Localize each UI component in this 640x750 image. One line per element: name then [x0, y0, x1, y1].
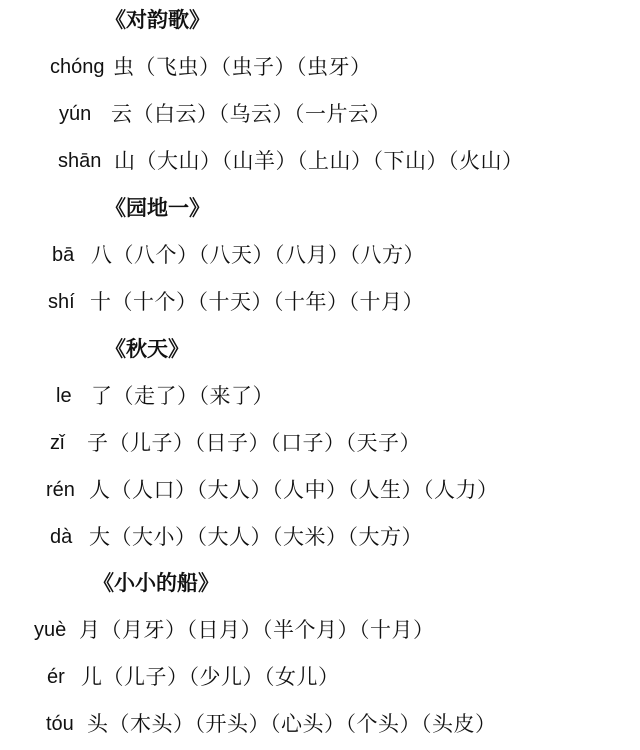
entry-row	[0, 282, 640, 322]
pinyin: ér	[47, 666, 65, 688]
entry-row	[0, 47, 640, 87]
pinyin: yún	[59, 103, 92, 125]
entry-row	[0, 235, 640, 275]
word-list: 虫（飞虫）（虫子）（虫牙）	[113, 55, 372, 79]
entry-row	[0, 470, 640, 510]
pinyin: shān	[58, 150, 102, 172]
word-list: 八（八个）（八天）（八月）（八方）	[91, 243, 425, 267]
section-title: 《秋天》	[105, 336, 189, 361]
pinyin: bā	[52, 244, 75, 266]
section-title-row	[0, 563, 640, 603]
pinyin: shí	[48, 291, 75, 313]
entry-row	[0, 423, 640, 463]
word-list: 子（儿子）（日子）（口子）（天子）	[87, 431, 421, 455]
word-list: 十（十个）（十天）（十年）（十月）	[90, 290, 424, 314]
entry-row	[0, 704, 640, 744]
section-title: 《小小的船》	[93, 570, 219, 595]
entry-row	[0, 94, 640, 134]
entry-row	[0, 141, 640, 181]
word-list: 月（月牙）（日月）（半个月）（十月）	[79, 618, 435, 642]
pinyin: rén	[46, 479, 75, 501]
section-title: 《对韵歌》	[105, 7, 210, 32]
word-list: 了（走了）（来了）	[91, 384, 274, 408]
word-list: 头（木头）（开头）（心头）（个头）（头皮）	[87, 712, 497, 736]
entry-row	[0, 657, 640, 697]
section-title: 《园地一》	[105, 195, 210, 220]
pinyin: chóng	[50, 56, 105, 78]
section-title-row	[0, 188, 640, 228]
entry-row	[0, 376, 640, 416]
pinyin: zǐ	[50, 432, 65, 454]
word-list: 山（大山）（山羊）（上山）（下山）（火山）	[114, 149, 524, 173]
section-title-row	[0, 0, 640, 40]
entry-row	[0, 610, 640, 650]
pinyin: dà	[50, 526, 73, 548]
pinyin: le	[56, 385, 72, 407]
section-title-row	[0, 329, 640, 369]
word-list: 儿（儿子）（少儿）（女儿）	[81, 665, 340, 689]
word-list: 大（大小）（大人）（大米）（大方）	[89, 525, 423, 549]
pinyin: tóu	[46, 713, 74, 735]
entry-row	[0, 517, 640, 557]
word-list: 云（白云）（乌云）（一片云）	[111, 102, 391, 126]
pinyin: yuè	[34, 619, 67, 641]
word-list: 人（人口）（大人）（人中）（人生）（人力）	[89, 478, 499, 502]
